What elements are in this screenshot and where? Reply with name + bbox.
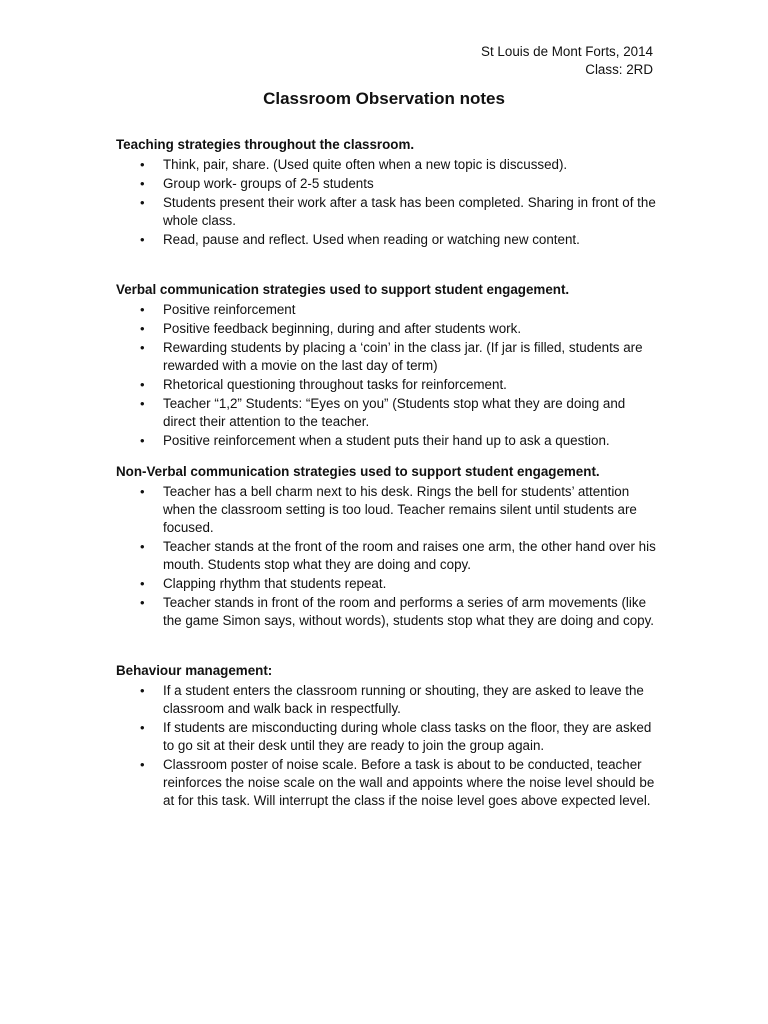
- list-item: [116, 231, 656, 249]
- list-item: [116, 301, 656, 319]
- list-item-text: Classroom poster of noise scale. Before a task is about to be conducted, teacher reinforces the noise scale on the wall and appoints where the noise level should be at for this task. Will interrupt the class if the noise level goes above expected level.: [163, 757, 655, 808]
- section-verbal-communication: [116, 281, 656, 451]
- list-item-text: Students present their work after a task has been completed. Sharing in front of the whole class.: [163, 195, 656, 228]
- section-heading: Teaching strategies throughout the classroom.: [116, 137, 415, 152]
- section-nonverbal-communication: [116, 463, 656, 631]
- bullet-list: [116, 301, 656, 450]
- list-item: [116, 538, 656, 574]
- bullet-icon: •: [140, 377, 145, 392]
- list-item-text: Rewarding students by placing a ‘coin’ in the class jar. (If jar is filled, students are rewarded with a movie on the last day of term): [163, 340, 643, 373]
- list-item: [116, 175, 656, 193]
- bullet-icon: •: [140, 720, 145, 735]
- bullet-list: [116, 483, 656, 630]
- list-item: [116, 432, 656, 450]
- list-item: [116, 395, 656, 431]
- list-item-text: If students are misconducting during whole class tasks on the floor, they are asked to go sit at their desk until they are ready to join the group again.: [163, 720, 652, 753]
- list-item: [116, 194, 656, 230]
- bullet-icon: •: [140, 176, 145, 191]
- list-item: [116, 320, 656, 338]
- bullet-icon: •: [140, 539, 145, 554]
- list-item-text: Rhetorical questioning throughout tasks for reinforcement.: [163, 377, 507, 392]
- bullet-icon: •: [140, 433, 145, 448]
- list-item-text: Teacher “1,2” Students: “Eyes on you” (Students stop what they are doing and direct their attention to the teacher.: [163, 396, 626, 429]
- list-item-text: Read, pause and reflect. Used when reading or watching new content.: [163, 232, 580, 247]
- list-item-text: Teacher has a bell charm next to his desk. Rings the bell for students’ attention when the classroom setting is too loud. Teacher remains silent until students are focused.: [163, 484, 637, 535]
- section-heading: Verbal communication strategies used to support student engagement.: [116, 282, 570, 297]
- list-item-text: Think, pair, share. (Used quite often when a new topic is discussed).: [163, 157, 568, 172]
- list-item: [116, 575, 656, 593]
- list-item-text: Positive feedback beginning, during and after students work.: [163, 321, 522, 336]
- list-item-text: Clapping rhythm that students repeat.: [163, 576, 387, 591]
- document-title: Classroom Observation notes: [263, 89, 505, 108]
- school-year-line: St Louis de Mont Forts, 2014: [481, 44, 653, 59]
- bullet-icon: •: [140, 195, 145, 210]
- section-heading: Non-Verbal communication strategies used to support student engagement.: [116, 464, 600, 479]
- list-item-text: Group work- groups of 2-5 students: [163, 176, 374, 191]
- bullet-icon: •: [140, 396, 145, 411]
- list-item: [116, 682, 656, 718]
- list-item: [116, 339, 656, 375]
- list-item: [116, 594, 656, 630]
- list-item-text: Positive reinforcement when a student puts their hand up to ask a question.: [163, 433, 610, 448]
- list-item-text: Teacher stands at the front of the room and raises one arm, the other hand over his mouth. Students stop what they are doing and copy.: [163, 539, 656, 572]
- section-heading: Behaviour management:: [116, 663, 273, 678]
- list-item: [116, 376, 656, 394]
- bullet-list: [116, 156, 656, 249]
- bullet-list: [116, 682, 656, 810]
- class-line: Class: 2RD: [585, 62, 653, 77]
- list-item-text: Teacher stands in front of the room and performs a series of arm movements (like the game Simon says, without words), students stop what they are doing and copy.: [163, 595, 655, 628]
- bullet-icon: •: [140, 757, 145, 772]
- list-item: [116, 756, 656, 810]
- bullet-icon: •: [140, 484, 145, 499]
- section-teaching-strategies: [116, 136, 656, 250]
- document-header: [481, 43, 653, 79]
- bullet-icon: •: [140, 595, 145, 610]
- bullet-icon: •: [140, 683, 145, 698]
- bullet-icon: •: [140, 340, 145, 355]
- bullet-icon: •: [140, 321, 145, 336]
- list-item: [116, 719, 656, 755]
- section-behaviour-management: [116, 662, 656, 811]
- list-item-text: If a student enters the classroom running or shouting, they are asked to leave the classroom and walk back in respectfully.: [163, 683, 644, 716]
- list-item-text: Positive reinforcement: [163, 302, 296, 317]
- bullet-icon: •: [140, 576, 145, 591]
- bullet-icon: •: [140, 232, 145, 247]
- list-item: [116, 156, 656, 174]
- bullet-icon: •: [140, 302, 145, 317]
- list-item: [116, 483, 656, 537]
- bullet-icon: •: [140, 157, 145, 172]
